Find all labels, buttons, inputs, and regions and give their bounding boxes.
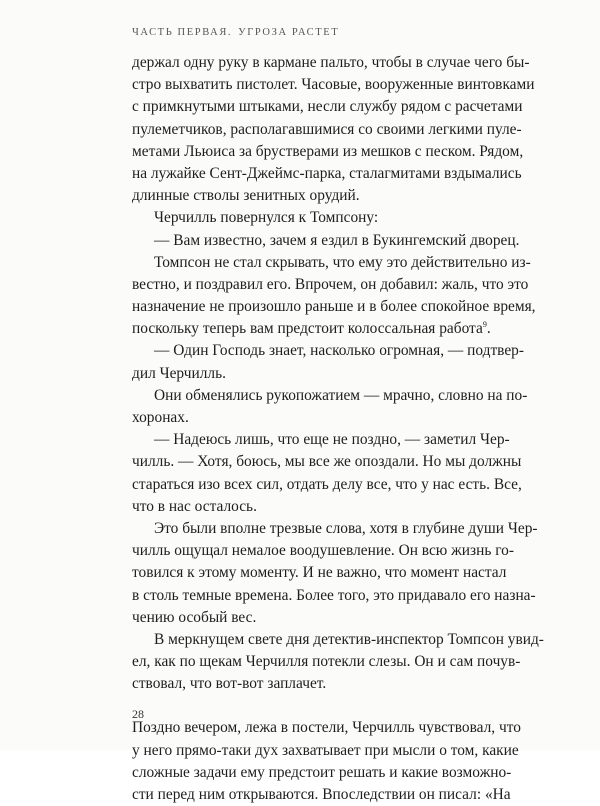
body-text	[132, 52, 544, 806]
text-line: с примкнутыми штыками, несли службу рядом с расчетами	[132, 98, 523, 116]
text-line: в столь темные времена. Более того, это придавало его назна-	[132, 586, 536, 604]
text-line: метами Льюиса за брустверами из мешков с песком. Рядом,	[132, 142, 524, 160]
running-head	[132, 27, 339, 38]
text-line: стро выхватить пистолет. Часовые, вооруженные винтовками	[132, 76, 535, 94]
text-line: ствовал, что вот-вот заплачет.	[132, 675, 327, 693]
text-line: Томпсон не стал скрывать, что ему это действительно из-	[154, 253, 531, 271]
text-line: Черчилль повернулся к Томпсону:	[154, 209, 379, 227]
text-line: что в нас осталось.	[132, 497, 257, 515]
text-line: назначение не произошло раньше и в более спокойное время,	[132, 298, 536, 316]
text-line: пулеметчиков, располагавшимися со своими легкими пуле-	[132, 120, 522, 138]
footnote-marker: 9	[482, 320, 487, 330]
text-line: — Надеюсь лишь, что еще не поздно, — заметил Чер-	[154, 431, 510, 449]
text-line: хоронах.	[132, 409, 189, 426]
text-line: держал одну руку в кармане пальто, чтобы в случае чего бы-	[132, 54, 530, 71]
text-line: сложные задачи ему предстоит решать и какие возможно-	[132, 763, 512, 781]
text-line: Это были вполне трезвые слова, хотя в глубине души Чер-	[154, 519, 538, 537]
text-line: вестно, и поздравил его. Впрочем, он добавил: жаль, что это	[132, 275, 529, 293]
text-line: чилль. — Хотя, боюсь, мы все же опоздали. Но мы должны	[132, 453, 522, 471]
text-line: чилль ощущал немалое воодушевление. Он всю жизнь го-	[132, 542, 514, 560]
page-number: 28	[132, 707, 144, 721]
text-line: поскольку теперь вам предстоит колоссальная работа	[132, 320, 483, 338]
text-line: длинные стволы зенитных орудий.	[132, 187, 360, 205]
text-line: Поздно вечером, лежа в постели, Черчилль чувствовал, что	[132, 719, 521, 737]
text-line: ел, как по щекам Черчилля потекли слезы. Он и сам почув-	[132, 653, 521, 671]
text-line: у него прямо-таки дух захватывает при мысли о том, какие	[132, 741, 519, 759]
text-line: на лужайке Сент-Джеймс-парка, сталагмитами вздымались	[132, 164, 522, 182]
text-line: Они обменялись рукопожатием — мрачно, словно на по-	[154, 386, 528, 404]
text-line: товился к этому моменту. И не важно, что момент настал	[132, 564, 507, 582]
text-line: чению особый вес.	[132, 608, 257, 626]
text-line-with-footnote: поскольку теперь вам предстоит колоссальная работа$^9$.	[132, 320, 491, 338]
text-line: дил Черчилль.	[132, 364, 226, 382]
text-line: сти перед ним открываются. Впоследствии он писал: «На	[132, 786, 511, 803]
text-line: В меркнущем свете дня детектив-инспектор Томпсон увид-	[154, 630, 544, 648]
running-head-title: УГРОЗА РАСТЕТ	[238, 27, 340, 38]
running-head-part: ЧАСТЬ ПЕРВАЯ.	[132, 27, 233, 38]
text-line: — Один Господь знает, насколько огромная, — подтвер-	[154, 342, 525, 360]
text-line: — Вам известно, зачем я ездил в Букингемский дворец.	[154, 231, 520, 249]
section-break	[132, 695, 502, 717]
text-line: стараться изо всех сил, отдать делу все, что у нас есть. Все,	[132, 475, 522, 493]
